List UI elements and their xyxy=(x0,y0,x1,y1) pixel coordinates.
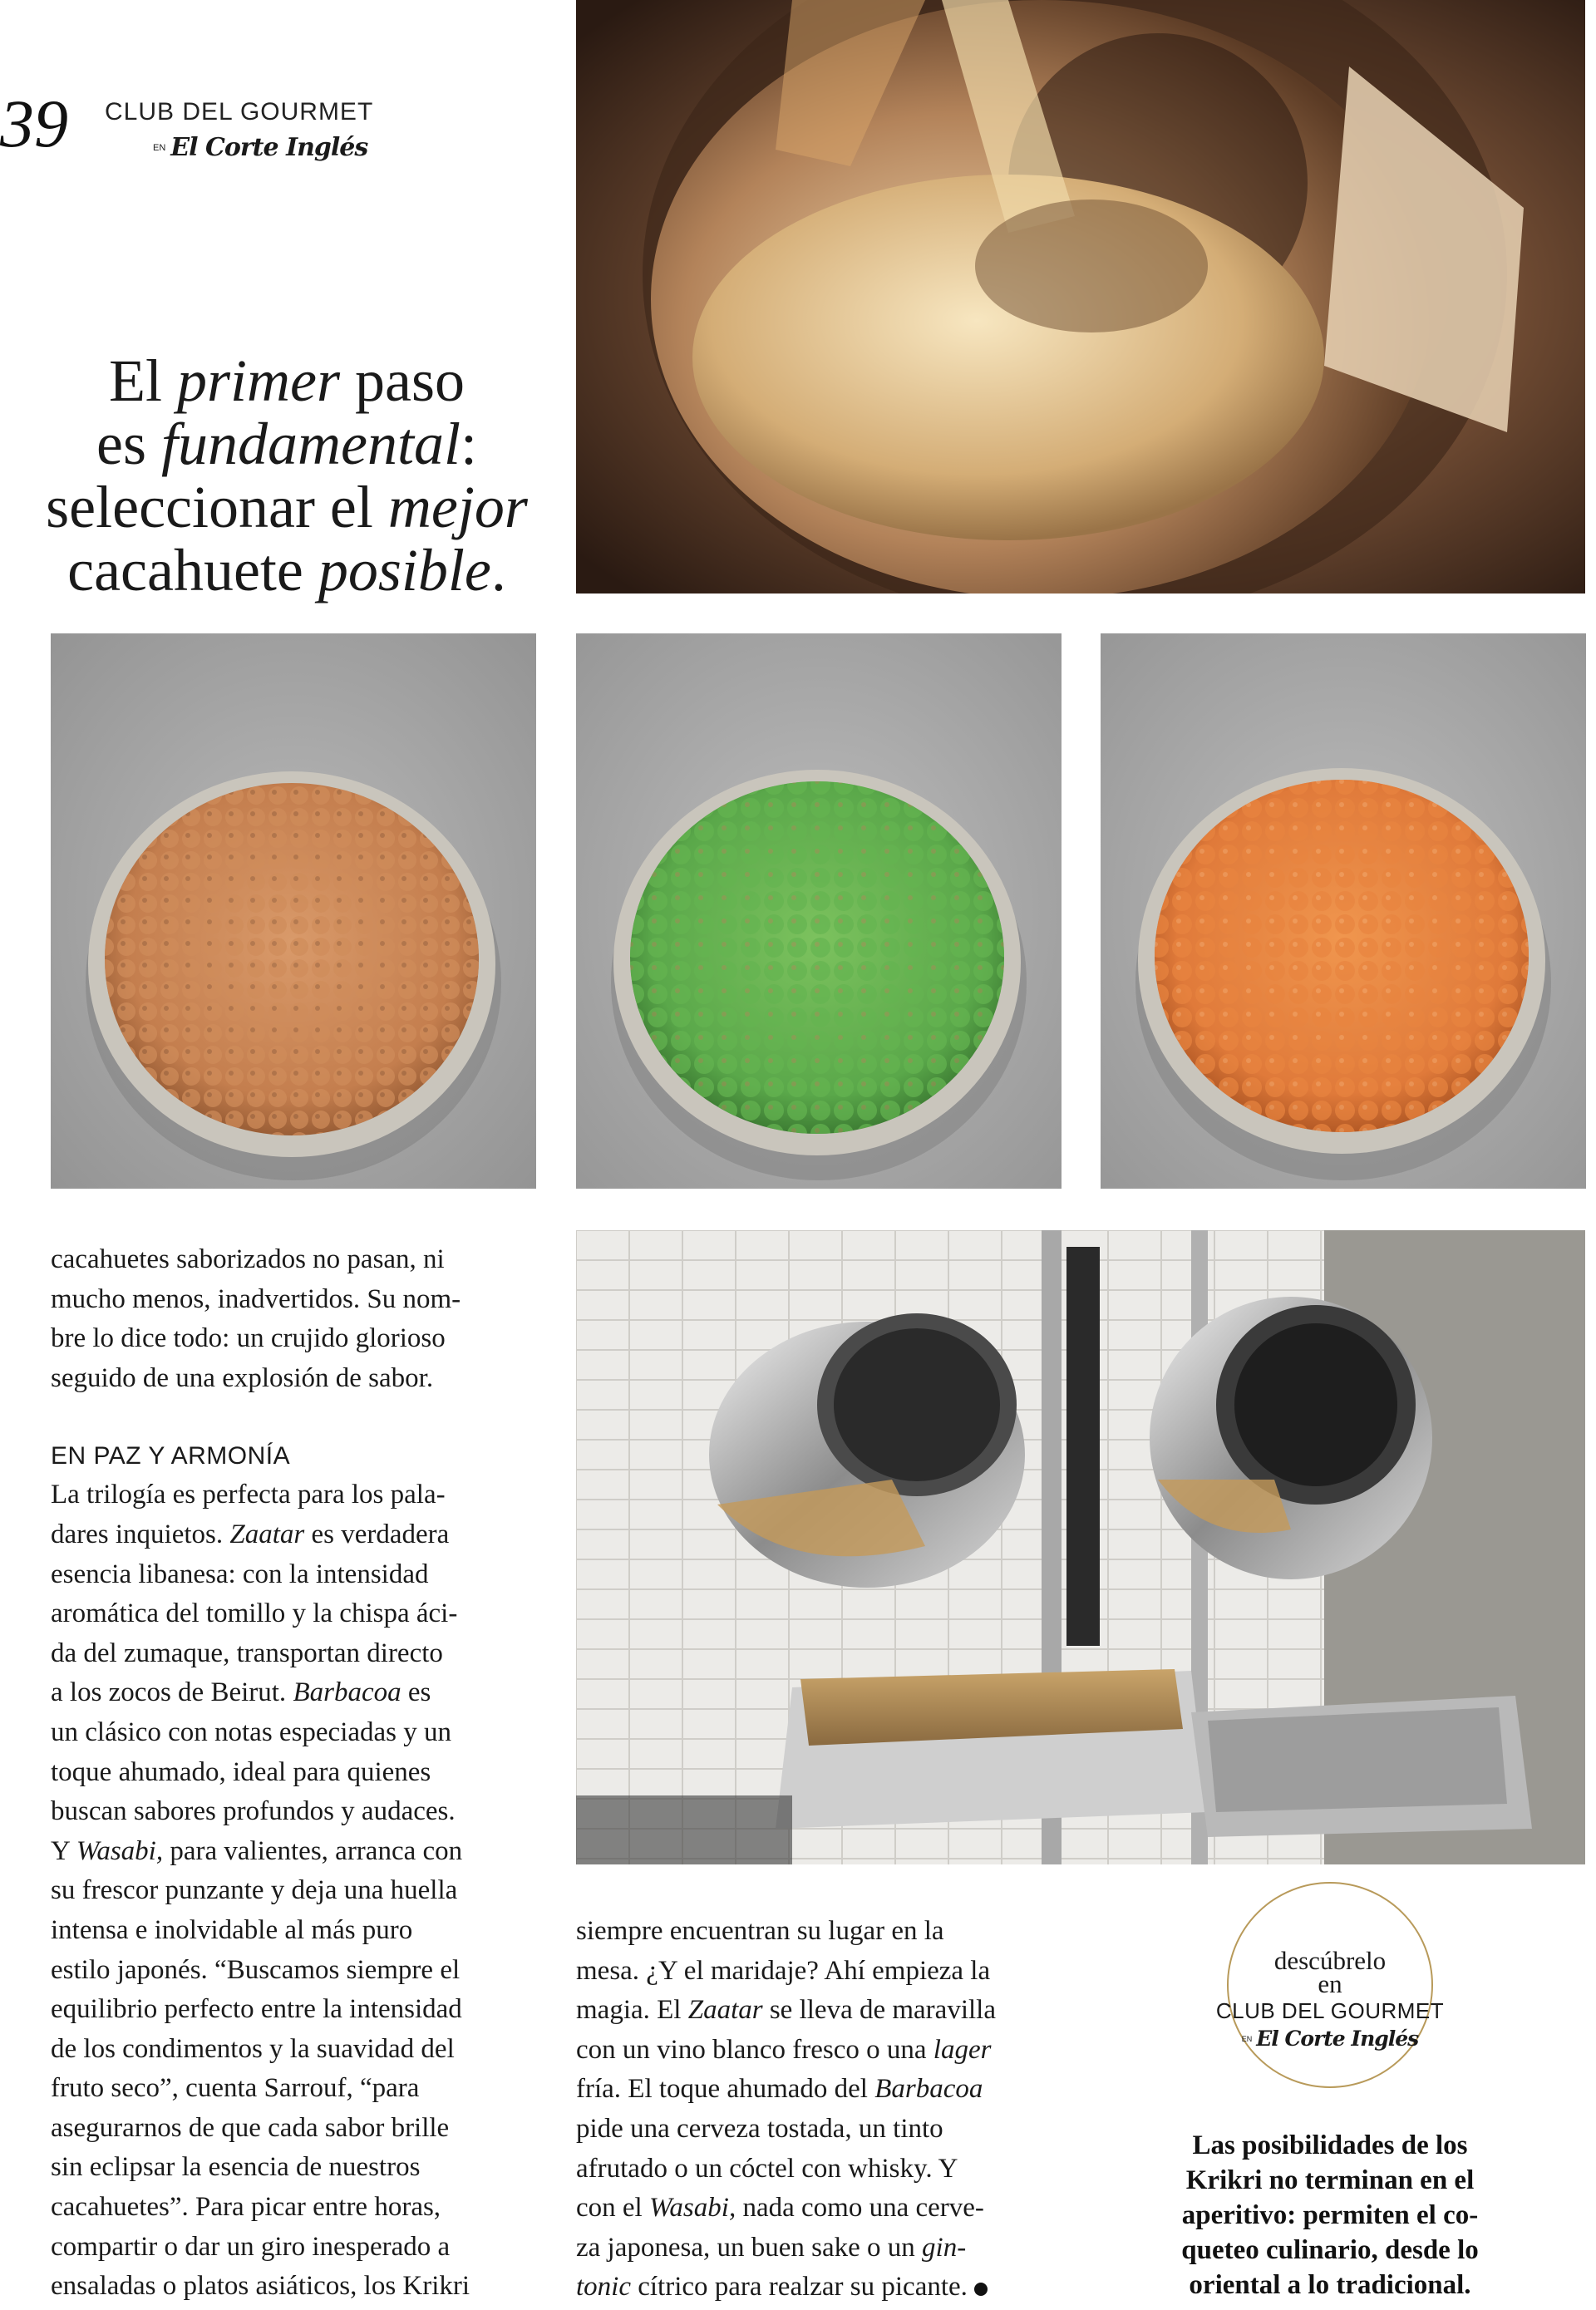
text-line: estilo japonés. “Buscamos siempre el xyxy=(51,1954,461,1985)
side-caption xyxy=(1155,2128,1505,2303)
text-span: es verdadera xyxy=(304,1519,450,1549)
text-span: a los zocos de Beirut. xyxy=(51,1677,293,1708)
text-line xyxy=(576,2070,1108,2110)
text-line: compartir o dar un giro inesperado a xyxy=(51,2231,451,2262)
text-emph: gin- xyxy=(922,2232,967,2263)
text-line: pide una cerveza tostada, un tinto xyxy=(576,2113,943,2144)
text-emph: Barbacoa xyxy=(874,2074,983,2105)
text-line: buscan sabores profundos y audaces. xyxy=(51,1796,456,1827)
text-span: se lleva de maravilla xyxy=(762,1995,996,2026)
text-line: fruto seco”, cuenta Sarrouf, “para xyxy=(51,2073,420,2104)
el-corte-ingles-logo xyxy=(153,133,367,162)
headline-text: cacahuete xyxy=(67,537,318,603)
headline-line-3 xyxy=(33,475,540,539)
badge-brand-logo xyxy=(1229,2027,1431,2051)
text-line: mucho menos, inadvertidos. Su nom- xyxy=(51,1283,461,1314)
text-line: da del zumaque, transportan directo xyxy=(51,1638,443,1668)
text-line: asegurarnos de que cada sabor brille xyxy=(51,2112,450,2143)
article-column-2 xyxy=(576,1912,1108,2308)
roasting-drum-with-peanuts-icon xyxy=(576,0,1585,594)
text-line xyxy=(51,1673,549,1713)
text-line: equilibrio perfecto entre la intensidad xyxy=(51,1994,462,2025)
caption-line: Las posibilidades de los xyxy=(1192,2130,1468,2160)
section-subhead: EN PAZ Y ARMONÍA xyxy=(51,1442,291,1470)
text-line xyxy=(576,2268,1108,2308)
club-del-gourmet-logo: CLUB DEL GOURMET xyxy=(105,98,374,126)
headline-line-2 xyxy=(33,412,540,475)
text-emph: tonic xyxy=(576,2272,631,2303)
badge-line-2: en xyxy=(1318,1969,1342,1998)
text-line: de los condimentos y la suavidad del xyxy=(51,2033,455,2064)
zaatar-peanuts-bowl-icon xyxy=(51,633,536,1189)
caption-line: oriental a lo tradicional. xyxy=(1189,2270,1471,2300)
text-line: siempre encuentran su lugar en la xyxy=(576,1916,944,1946)
text-span: za japonesa, un buen sake o un xyxy=(576,2232,923,2263)
text-line: aromática del tomillo y la chispa áci- xyxy=(51,1598,458,1629)
text-emph: Wasabi, xyxy=(76,1835,164,1866)
headline-emph: primer xyxy=(177,347,340,414)
headline-emph: posible xyxy=(318,537,491,603)
club-del-gourmet-badge xyxy=(1215,1882,1445,2088)
badge-brand: El Corte Inglés xyxy=(1256,2027,1419,2051)
text-line xyxy=(576,2229,1108,2268)
text-line: esencia libanesa: con la intensidad xyxy=(51,1559,429,1589)
text-span: magia. El xyxy=(576,1995,688,2026)
text-line: sin eclipsar la esencia de nuestros xyxy=(51,2152,421,2183)
text-line: mesa. ¿Y el maridaje? Ahí empieza la xyxy=(576,1955,991,1986)
text-line xyxy=(576,2031,1108,2071)
text-emph: Wasabi, xyxy=(648,2193,736,2224)
headline xyxy=(33,349,540,602)
headline-emph: fundamental xyxy=(161,411,461,477)
headline-text: seleccionar el xyxy=(46,474,388,540)
headline-text: : xyxy=(460,411,477,477)
article-column-1 xyxy=(51,1240,549,2307)
text-line: afrutado o un cóctel con whisky. Y xyxy=(576,2153,958,2184)
text-span: fría. El toque ahumado del xyxy=(576,2074,875,2105)
caption-line: queteo culinario, desde lo xyxy=(1181,2235,1479,2265)
text-line: cacahuetes saborizados no pasan, ni xyxy=(51,1244,445,1274)
text-line: La trilogía es perfecta para los pala- xyxy=(51,1480,446,1510)
barbacoa-peanuts-bowl-icon xyxy=(1101,633,1586,1189)
text-line: un clásico con notas especiadas y un xyxy=(51,1716,452,1747)
headline-line-4 xyxy=(33,539,540,602)
text-line: bre lo dice todo: un crujido glorioso xyxy=(51,1323,446,1354)
text-line xyxy=(576,2189,1108,2229)
headline-text: El xyxy=(109,347,177,414)
caption-line: Krikri no terminan en el xyxy=(1185,2165,1475,2195)
text-line: su frescor punzante y deja una huella xyxy=(51,1875,458,1906)
text-span: con un vino blanco fresco o una xyxy=(576,2034,933,2065)
badge-line-1: descúbrelo xyxy=(1273,1946,1387,1975)
badge-club-name: CLUB DEL GOURMET xyxy=(1215,1998,1445,2023)
text-emph: Zaatar xyxy=(229,1519,305,1549)
text-span: es xyxy=(401,1677,431,1708)
text-emph: Barbacoa xyxy=(293,1677,401,1708)
text-line xyxy=(51,1515,549,1555)
coating-machines-icon xyxy=(576,1230,1585,1864)
text-line: intensa e inolvidable al más puro xyxy=(51,1914,413,1945)
headline-emph: mejor xyxy=(387,474,528,540)
badge-en: EN xyxy=(1241,2034,1253,2043)
headline-line-1 xyxy=(33,349,540,412)
page-number: 39 xyxy=(0,86,68,161)
text-line xyxy=(51,1832,549,1872)
text-line: seguido de una explosión de sabor. xyxy=(51,1362,434,1393)
headline-text: paso xyxy=(340,347,465,414)
text-span: nada como una cerve- xyxy=(736,2193,984,2224)
headline-text: es xyxy=(96,411,161,477)
text-line: ensaladas o platos asiáticos, los Krikri xyxy=(51,2271,470,2302)
text-emph: lager xyxy=(933,2034,992,2065)
caption-line: aperitivo: permiten el co- xyxy=(1181,2200,1479,2230)
logo-brand: El Corte Inglés xyxy=(170,133,368,162)
text-span: cítrico para realzar su picante. xyxy=(630,2272,968,2303)
text-span: Y xyxy=(51,1835,76,1866)
text-span: para valientes, arranca con xyxy=(163,1835,463,1866)
text-span: con el xyxy=(576,2193,649,2224)
text-line: cacahuetes”. Para picar entre horas, xyxy=(51,2192,441,2223)
headline-text: . xyxy=(490,537,506,603)
text-line: toque ahumado, ideal para quienes xyxy=(51,1756,431,1787)
text-line xyxy=(576,1991,1108,2031)
text-span: dares inquietos. xyxy=(51,1519,230,1549)
wasabi-peanuts-bowl-icon xyxy=(576,633,1062,1189)
end-mark-icon xyxy=(974,2283,988,2296)
text-emph: Zaatar xyxy=(687,1995,763,2026)
logo-en: EN xyxy=(153,142,166,153)
